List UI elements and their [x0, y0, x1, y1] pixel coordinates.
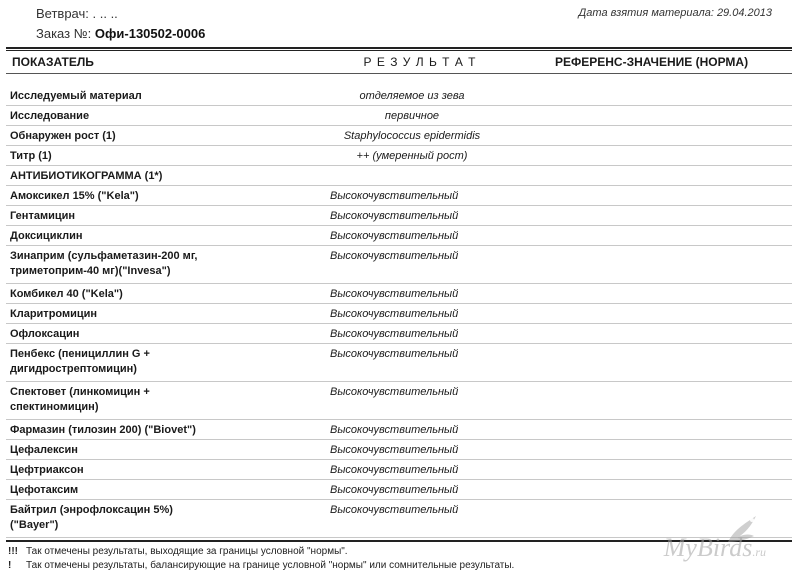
indicator-cell: Кларитромицин — [10, 308, 98, 320]
result-cell: Высокочувствительный — [330, 348, 459, 360]
indicator-cell: Зинаприм (сульфаметазин-200 мг, триметоприм-40 мг)("Invesa") — [10, 250, 198, 277]
result-cell: Высокочувствительный — [330, 504, 459, 516]
result-cell: Высокочувствительный — [330, 190, 459, 202]
column-header-indicator: ПОКАЗАТЕЛЬ — [12, 55, 94, 69]
indicator-cell: Байтрил (энрофлоксацин 5%) ("Bayer") — [10, 504, 173, 531]
indicator-cell: Исследование — [10, 110, 90, 122]
result-cell: Высокочувствительный — [330, 386, 459, 398]
result-cell: ++ (умеренный рост) — [356, 150, 468, 162]
result-cell: Высокочувствительный — [330, 328, 459, 340]
result-cell: Высокочувствительный — [330, 444, 459, 456]
legend-line-critical — [8, 546, 348, 557]
header-bottom-rule — [6, 73, 792, 74]
indicator-cell: Офлоксацин — [10, 328, 80, 340]
order-line — [36, 26, 205, 41]
legend-mark-critical: !!! — [8, 546, 18, 557]
table-row — [6, 206, 792, 226]
indicator-cell: Спектовет (линкомицин + спектиномицин) — [10, 386, 150, 413]
table-row — [6, 324, 792, 344]
indicator-cell: АНТИБИОТИКОГРАММА (1*) — [10, 170, 163, 182]
column-header-reference: РЕФЕРЕНС-ЗНАЧЕНИЕ (НОРМА) — [555, 55, 749, 69]
result-cell: отделяемое из зева — [359, 90, 465, 102]
table-row — [6, 166, 792, 186]
sample-date-label: Дата взятия материала: — [578, 7, 714, 19]
indicator-cell: Цефалексин — [10, 444, 78, 456]
result-cell: первичное — [384, 110, 440, 122]
table-row — [6, 284, 792, 304]
indicator-cell: Доксициклин — [10, 230, 83, 242]
indicator-cell: Цефотаксим — [10, 484, 79, 496]
result-cell: Staphylococcus epidermidis — [343, 130, 481, 142]
indicator-cell: Амоксикел 15% ("Kela") — [10, 190, 139, 202]
table-row — [6, 382, 792, 420]
table-row — [6, 126, 792, 146]
table-row — [6, 440, 792, 460]
table-row — [6, 146, 792, 166]
indicator-cell: Цефтриаксон — [10, 464, 84, 476]
result-cell: Высокочувствительный — [330, 484, 459, 496]
table-row — [6, 420, 792, 440]
result-cell: Высокочувствительный — [330, 210, 459, 222]
legend-mark-borderline: ! — [8, 560, 12, 571]
sample-date-value: 29.04.2013 — [716, 7, 772, 19]
table-row — [6, 86, 792, 106]
table-row — [6, 460, 792, 480]
table-row — [6, 186, 792, 206]
vet-label: Ветврач: — [36, 6, 89, 21]
legend-line-borderline — [8, 560, 514, 571]
table-row — [6, 344, 792, 382]
result-cell: Высокочувствительный — [330, 230, 459, 242]
legend-text-critical: Так отмечены результаты, выходящие за границы условной "нормы". — [26, 546, 348, 557]
watermark-logo — [664, 533, 766, 563]
column-header-result: Р Е З У Л Ь Т А Т — [363, 55, 477, 69]
table-row — [6, 106, 792, 126]
order-number: Офи-130502-0006 — [94, 26, 206, 41]
vet-line — [36, 6, 118, 21]
result-cell: Высокочувствительный — [330, 288, 459, 300]
indicator-cell: Обнаружен рост (1) — [10, 130, 116, 142]
result-cell: Высокочувствительный — [330, 308, 459, 320]
order-label: Заказ №: — [36, 26, 92, 41]
indicator-cell: Комбикел 40 ("Kela") — [10, 288, 123, 300]
watermark-suffix: .ru — [752, 545, 766, 559]
table-row — [6, 304, 792, 324]
table-row — [6, 246, 792, 284]
indicator-cell: Фармазин (тилозин 200) ("Biovet") — [10, 424, 196, 436]
results-table — [6, 86, 792, 538]
sample-date-line — [579, 7, 772, 19]
vet-value: . .. .. — [92, 6, 118, 21]
result-cell: Высокочувствительный — [330, 464, 459, 476]
indicator-cell: Гентамицин — [10, 210, 76, 222]
legend-text-borderline: Так отмечены результаты, балансирующие на границе условной "нормы" или сомнительные результаты. — [26, 560, 515, 571]
watermark-main: MyBirds — [663, 533, 753, 562]
indicator-cell: Исследуемый материал — [10, 90, 142, 102]
indicator-cell: Титр (1) — [10, 150, 52, 162]
header-top-rule-thin — [6, 50, 792, 51]
table-row — [6, 226, 792, 246]
indicator-cell: Пенбекс (пенициллин G + дигидрострептомицин) — [10, 348, 150, 375]
header-top-rule — [6, 47, 792, 49]
result-cell: Высокочувствительный — [330, 250, 459, 262]
result-cell: Высокочувствительный — [330, 424, 459, 436]
table-row — [6, 480, 792, 500]
